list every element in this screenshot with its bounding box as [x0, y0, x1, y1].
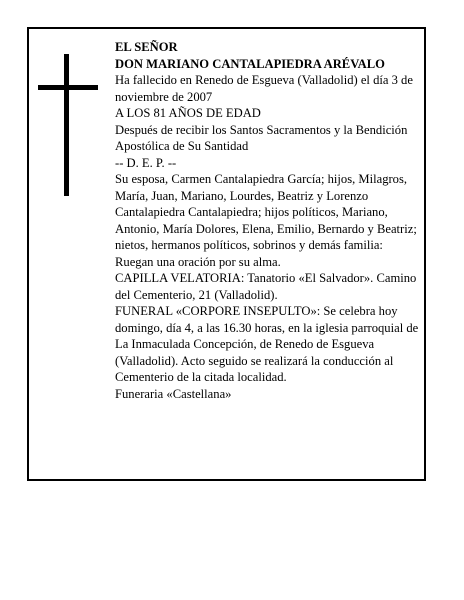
deceased-name: DON MARIANO CANTALAPIEDRA ARÉVALO: [115, 56, 385, 71]
chapel-info: CAPILLA VELATORIA: Tanatorio «El Salvador». Camino del Cementerio, 21 (Valladolid).: [115, 271, 417, 302]
funeral-info: FUNERAL «CORPORE INSEPULTO»: Se celebra hoy domingo, día 4, a las 16.30 horas, en la iglesia parroquial de La Inmaculada Concepción, de Renedo de Esgueva (Valladolid). Acto seguido se realizará la conducción al Cementerio de la citada localidad.: [115, 304, 419, 384]
death-statement: Ha fallecido en Renedo de Esgueva (Valladolid) el día 3 de noviembre de 2007: [115, 73, 413, 104]
cross-icon: [38, 54, 98, 196]
dep-line: -- D. E. P. --: [115, 155, 177, 170]
cross-vertical-bar: [64, 54, 69, 196]
cross-horizontal-bar: [38, 85, 98, 90]
prayer-request: Ruegan una oración por su alma.: [115, 254, 281, 269]
obituary-text: [115, 39, 425, 402]
age-line: A LOS 81 AÑOS DE EDAD: [115, 106, 261, 120]
funeral-home: Funeraria «Castellana»: [115, 386, 232, 401]
sacraments-line: Después de recibir los Santos Sacramentos y la Bendición Apostólica de Su Santidad: [115, 122, 408, 153]
family-list: Su esposa, Carmen Cantalapiedra García; hijos, Milagros, María, Juan, Mariano, Lourdes, Beatriz y Lorenzo Cantalapiedra Cantalapiedra; hijos políticos, Mariano, Antonio, María Dolores, Elena, Emilio, Bernardo y Beatriz; nietos, hermanos políticos, sobrinos y demás familia:: [115, 172, 417, 252]
deceased-title: EL SEÑOR: [115, 40, 178, 54]
